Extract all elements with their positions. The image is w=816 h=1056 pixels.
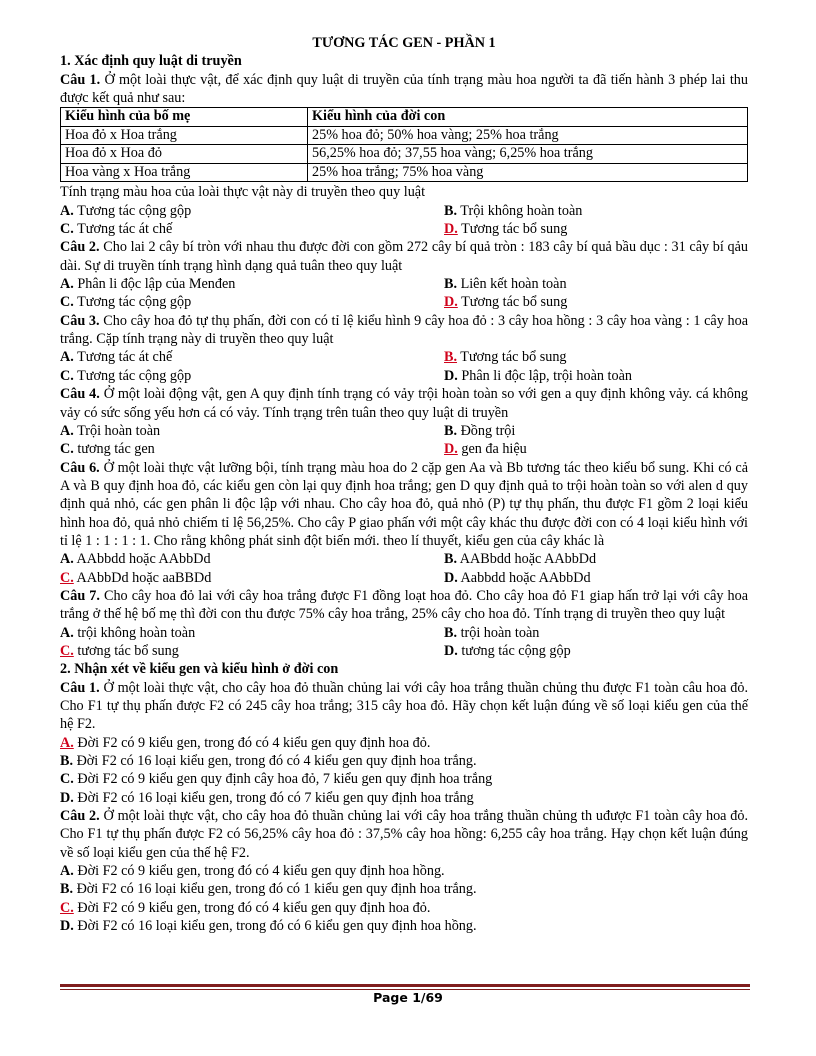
question-number: Câu 1. [60,679,100,696]
question-text [60,679,748,734]
answer-option [60,422,404,440]
answer-option [60,220,404,238]
option-text: Trội không hoàn toàn [457,202,583,219]
option-text: Đời F2 có 9 kiểu gen, trong đó có 4 kiểu gen quy định hoa đỏ. [73,734,431,751]
answer-option [404,422,748,440]
option-text: Đời F2 có 16 loại kiểu gen, trong đó có 7 kiểu gen quy định hoa trắng [73,789,474,806]
correct-answer-letter: C. [60,569,74,586]
correct-answer-letter: A. [60,734,74,751]
correct-answer-letter: D. [444,221,458,238]
option-text: trội hoàn toàn [457,624,540,641]
option-text: Tương tác át chế [73,349,173,366]
answer-option [60,569,404,587]
question-number: Câu 1. [60,71,101,88]
option-text: Phân li độc lập, trội hoàn toàn [457,367,632,384]
page-title: TƯƠNG TÁC GEN - PHẦN 1 [312,35,496,51]
answer-options [60,348,748,385]
answer-option [60,440,404,458]
question-stem: Ở một loài động vật, gen A quy định tính trạng có vảy trội hoàn toàn so với gen a quy định không vảy. cá không vảy có sức sống yếu hơn cá có vảy. Tính trạng trên tuân theo quy luật di truyền [60,386,749,421]
option-text: AABbdd hoặc AAbbDd [457,551,597,568]
option-letter: B. [444,422,458,439]
question-number: Câu 4. [60,386,100,403]
option-letter: B. [60,881,74,898]
question-stem: Ở một loài thực vật, cho cây hoa đỏ thuần chủng lai với cây hoa trắng thuần chủng thu được F1 toàn câu hoa đỏ. Cho F1 tự thụ phấn được F2 có 245 cây hoa trắng; 315 cây hoa đỏ. Hãy chọn kết luận đúng về số loại kiểu gen của thế hệ F2. [60,679,749,733]
option-letter: D. [60,918,74,935]
option-text: Tương tác cộng gộp [73,202,192,219]
answer-options [60,422,748,459]
question-stem: Cho cây hoa đỏ tự thụ phấn, đời con có tỉ lệ kiểu hình 9 cây hoa đỏ : 3 cây hoa hồng : 3 cây hoa vàng : 1 cây hoa trắng. Cặp tính trạng này di truyền theo quy luật [60,312,748,348]
option-letter: D. [444,642,458,659]
answer-option [404,367,748,385]
question-stem: Cho cây hoa đỏ lai với cây hoa trắng được F1 đồng loạt hoa đỏ. Cho cây hoa đỏ F1 giap hấn trở lại với cây hoa trắng ở thế hệ bố mẹ thì đời con thu được 75% cây hoa trắng, 25% cây cho hoa đỏ. Tính trạng di truyền theo quy luật [60,587,749,623]
answer-option [60,899,748,917]
answer-option [60,624,404,642]
question-number: Câu 2. [60,239,100,256]
answer-option [60,348,404,366]
option-text: Đời F2 có 16 loại kiểu gen, trong đó có 1 kiểu gen quy định hoa trắng. [73,881,477,898]
question-number: Câu 6. [60,459,100,476]
answer-option [60,293,404,311]
option-text: Tương tác bổ sung [457,349,567,366]
answer-option [60,770,748,788]
document-content [60,52,748,935]
table-row [61,163,748,182]
option-text: Trội hoàn toàn [73,422,161,439]
answer-option [404,569,748,587]
table-header-cell: Kiểu hình của bố mẹ [61,108,308,127]
question-text [60,71,748,108]
answer-option [60,789,748,807]
option-letter: D. [444,367,458,384]
question-text [60,459,748,551]
table-header-cell: Kiểu hình của đời con [308,108,748,127]
answer-option [60,550,404,568]
option-text: Đời F2 có 16 loại kiểu gen, trong đó có 6 kiểu gen quy định hoa hồng. [73,918,477,935]
question-number: Câu 3. [60,312,100,329]
question-prompt: Tính trạng màu hoa của loài thực vật này di truyền theo quy luật [60,184,426,201]
footer-page-number: 1/69 [412,990,443,1005]
footer-page-label: Page [373,990,413,1005]
option-text: tương tác bổ sung [73,642,179,659]
option-letter: C. [60,441,74,458]
page-footer [0,990,816,1006]
question-text [60,807,748,862]
answer-option [60,202,404,220]
option-text: Tương tác át chế [73,221,173,238]
question-number: Câu 2. [60,808,100,825]
question-text [60,312,748,349]
answer-option [60,862,748,880]
correct-answer-letter: B. [444,349,458,366]
option-text: Tương tác bổ sung [457,294,568,311]
question-stem: Ở một loài thực vật lưỡng bội, tính trạng màu hoa do 2 cặp gen Aa và Bb tương tác theo kiểu bổ sung. Khi có cả A và B quy định hoa đỏ, các kiểu gen còn lại quy định hoa trắng; gen D quy định quả to trội hoàn toàn so với alen d quy định quả nhỏ, các gen phân li độc lập với nhau. Cho cây hoa đỏ, quả nhỏ (P) tự thụ phấn, thu được F1 gồm 2 loại kiểu hình hoa đỏ, quả nhỏ chiếm tỉ lệ 56,25%. Cho cây P giao phấn với một cây khác thu được đời con có 4 loại kiểu hình với tỉ lệ 1 : 1 : 1 : 1. Cho rằng không phát sinh đột biến mới. theo lí thuyết, kiểu gen của cây khác là [60,459,749,549]
option-text: Đời F2 có 9 kiểu gen quy định cây hoa đỏ, 7 kiểu gen quy định hoa trắng [73,771,493,788]
cross-results-table [60,107,748,182]
option-letter: D. [444,569,458,586]
answer-option [60,275,404,293]
option-text: Đời F2 có 9 kiểu gen, trong đó có 4 kiểu gen quy định hoa hồng. [73,863,445,880]
option-text: Đời F2 có 16 loại kiểu gen, trong đó có 4 kiểu gen quy định hoa trắng. [73,753,477,770]
section-heading: 2. Nhận xét về kiểu gen và kiểu hình ở đời con [60,661,339,678]
question-text [60,385,748,422]
option-text: tương tác gen [73,441,155,458]
option-text: Tương tác bổ sung [457,221,568,238]
answer-option [60,642,404,660]
answer-option [60,734,748,752]
answer-option [404,348,748,366]
answer-options [60,624,748,661]
option-letter: B. [444,551,458,568]
table-cell: 56,25% hoa đỏ; 37,55 hoa vàng; 6,25% hoa trắng [308,145,748,164]
question-text [60,587,748,624]
answer-option [404,202,748,220]
option-letter: C. [60,221,74,238]
answer-option [60,367,404,385]
answer-options [60,862,748,935]
option-letter: B. [444,276,458,293]
question-number: Câu 7. [60,587,100,604]
question-stem: Ở một loài thực vật, để xác định quy luật di truyền của tính trạng màu hoa người ta đã tiến hành 3 phép lai thu được kết quả như sau: [60,71,748,107]
question-stem: Cho lai 2 cây bí tròn với nhau thu được đời con gồm 272 cây bí quả tròn : 183 cây bí quả bầu dục : 31 cây bí qảu dài. Sự di truyền tính trạng hình dạng quả tuân theo quy luật [60,239,749,274]
table-header-row [61,108,748,127]
option-text: Tương tác cộng gộp [73,294,192,311]
table-cell: 25% hoa đỏ; 50% hoa vàng; 25% hoa trắng [308,126,748,145]
option-letter: B. [444,624,458,641]
answer-option [60,752,748,770]
option-letter: C. [60,367,74,384]
table-cell: Hoa vàng x Hoa trắng [61,163,308,182]
option-text: Phân li độc lập của Menđen [73,276,236,293]
option-text: AAbbDd hoặc aaBBDd [73,569,212,586]
option-text: tương tác cộng gộp [457,642,571,659]
option-letter: B. [60,753,74,770]
option-letter: A. [60,422,74,439]
table-cell: 25% hoa trắng; 75% hoa vàng [308,163,748,182]
document-page [60,34,748,935]
answer-option [60,880,748,898]
correct-answer-letter: D. [444,294,458,311]
section-heading: 1. Xác định quy luật di truyền [60,53,242,70]
correct-answer-letter: C. [60,642,74,659]
answer-option [404,624,748,642]
answer-options [60,275,748,312]
option-letter: A. [60,202,74,219]
option-letter: B. [444,202,458,219]
answer-option [404,440,748,458]
answer-option [404,293,748,311]
answer-option [404,220,748,238]
option-letter: D. [60,789,74,806]
answer-option [60,917,748,935]
option-letter: C. [60,771,74,788]
option-letter: A. [60,349,74,366]
footer-rule-thick [60,984,750,987]
option-letter: A. [60,276,74,293]
answer-options [60,734,748,807]
option-text: Aabbdd hoặc AAbbDd [457,569,591,586]
option-text: Tương tác cộng gộp [73,367,192,384]
answer-option [404,550,748,568]
answer-options [60,550,748,587]
option-letter: A. [60,863,74,880]
question-stem: Ở một loài thực vật, cho cây hoa đỏ thuần chủng lai với cây hoa trắng thuần chủng th uđược F1 toàn cây hoa đỏ. Cho F1 tự thụ phấn được F2 có 56,25% cây hoa đỏ : 37,5% cây hoa hồng: 6,255 cây hoa trắng. Hạy chọn kết luận đúng về số loại kiểu gen của thế hệ F2. [60,808,749,861]
option-letter: A. [60,624,74,641]
option-letter: A. [60,551,74,568]
option-text: Đồng trội [457,422,516,439]
answer-options [60,202,748,239]
option-text: Liên kết hoàn toàn [457,276,567,293]
option-letter: C. [60,294,74,311]
table-row [61,145,748,164]
option-text: Đời F2 có 9 kiểu gen, trong đó có 4 kiểu gen quy định hoa đỏ. [73,899,431,916]
answer-option [404,275,748,293]
correct-answer-letter: D. [444,441,458,458]
table-row [61,126,748,145]
correct-answer-letter: C. [60,899,74,916]
option-text: AAbbdd hoặc AAbbDd [73,551,211,568]
table-cell: Hoa đỏ x Hoa đỏ [61,145,308,164]
question-text [60,238,748,275]
answer-option [404,642,748,660]
option-text: gen đa hiệu [457,441,527,458]
option-text: trội không hoàn toàn [73,624,196,641]
table-cell: Hoa đỏ x Hoa trắng [61,126,308,145]
